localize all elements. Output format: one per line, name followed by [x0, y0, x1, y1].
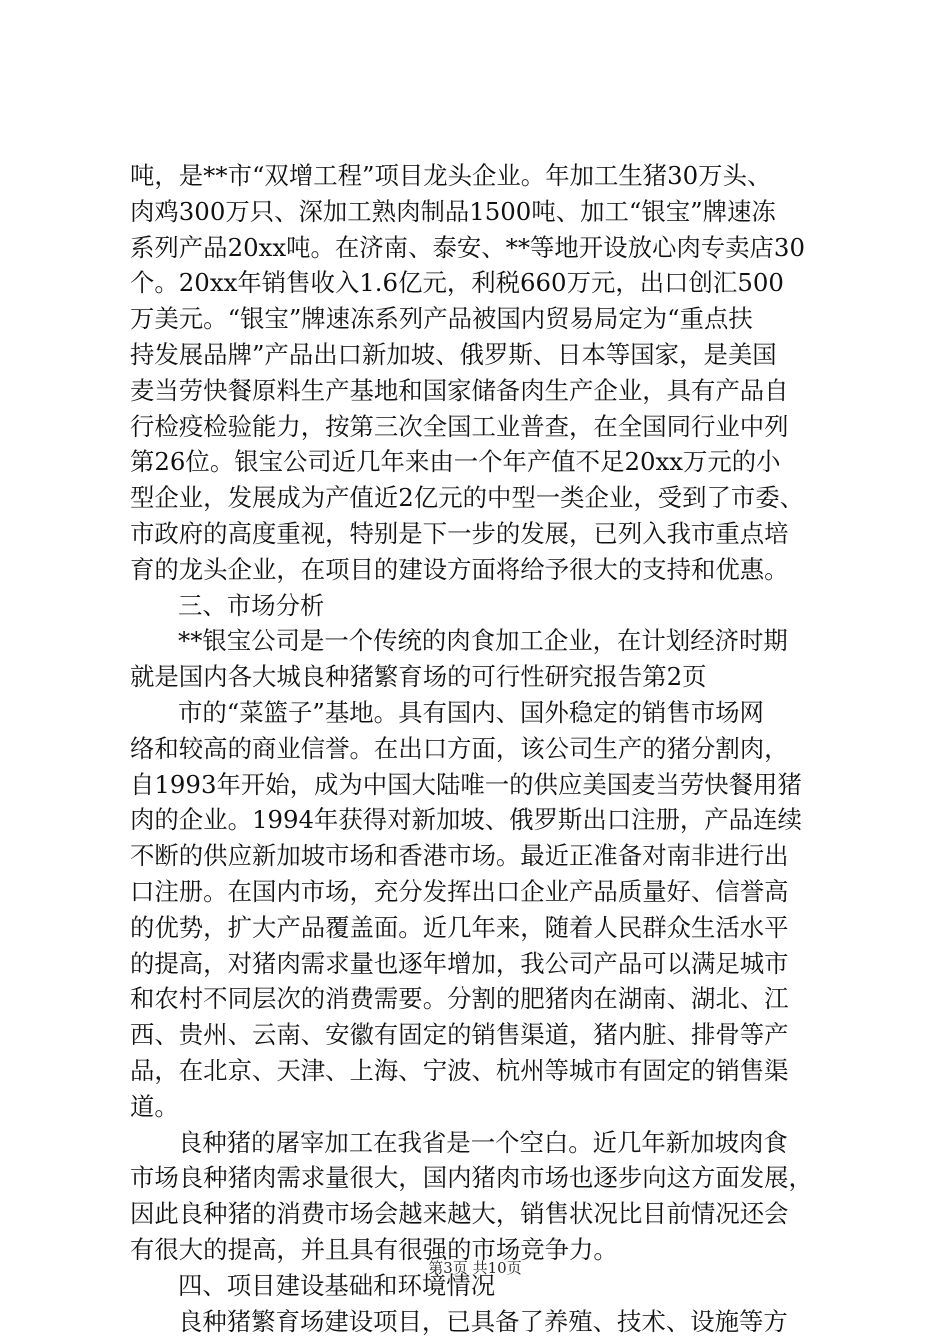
- paragraph-start-line: 市的“菜篮子”基地。具有国内、国外稳定的销售市场网: [178, 697, 764, 727]
- paragraph-start-line: **银宝公司是一个传统的肉食加工企业，在计划经济时期: [178, 626, 788, 656]
- text-line: 肉的企业。1994年获得对新加坡、俄罗斯出口注册，产品连续: [130, 805, 802, 835]
- text-line: 肉鸡300万只、深加工熟肉制品1500吨、加工“银宝”牌速冻: [130, 196, 776, 226]
- text-line: 第26位。银宝公司近几年来由一个年产值不足20xx万元的小: [130, 447, 781, 477]
- text-line: 道。: [130, 1091, 179, 1121]
- paragraph-start-line: 良种猪的屠宰加工在我省是一个空白。近几年新加坡肉食: [178, 1127, 788, 1157]
- text-line: 行检疫检验能力，按第三次全国工业普查，在全国同行业中列: [130, 411, 789, 441]
- text-line: 个。20xx年销售收入1.6亿元，利税660万元，出口创汇500: [130, 268, 784, 298]
- text-line: 市政府的高度重视，特别是下一步的发展，已列入我市重点培: [130, 518, 789, 548]
- text-line: 口注册。在国内市场，充分发挥出口企业产品质量好、信誉高: [130, 876, 789, 906]
- text-line: 市场良种猪肉需求量很大，国内猪肉市场也逐步向这方面发展，: [130, 1163, 813, 1193]
- text-line: 系列产品20xx吨。在济南、泰安、**等地开设放心肉专卖店30: [130, 232, 805, 262]
- text-line: 有很大的提高，并且具有很强的市场竞争力。: [130, 1234, 618, 1264]
- text-line: 就是国内各大城良种猪繁育场的可行性研究报告第2页: [130, 662, 707, 692]
- text-line: 麦当劳快餐原料生产基地和国家储备肉生产企业，具有产品自: [130, 375, 789, 405]
- text-line: 的优势，扩大产品覆盖面。近几年来，随着人民群众生活水平: [130, 912, 789, 942]
- text-line: 西、贵州、云南、安徽有固定的销售渠道，猪内脏、排骨等产: [130, 1020, 789, 1050]
- document-body: [130, 158, 830, 1339]
- page-footer: 第3页 共10页: [428, 1259, 522, 1277]
- text-line: 万美元。“银宝”牌速冻系列产品被国内贸易局定为“重点扶: [130, 304, 753, 334]
- text-line: 和农村不同层次的消费需要。分割的肥猪肉在湖南、湖北、江: [130, 984, 789, 1014]
- text-line: 因此良种猪的消费市场会越来越大，销售状况比目前情况还会: [130, 1199, 789, 1229]
- text-line: 络和较高的商业信誉。在出口方面，该公司生产的猪分割肉，: [130, 733, 789, 763]
- text-line: 型企业，发展成为产值近2亿元的中型一类企业，受到了市委、: [130, 483, 805, 513]
- text-line: 吨，是**市“双增工程”项目龙头企业。年加工生猪30万头、: [130, 161, 772, 190]
- text-line: 的提高，对猪肉需求量也逐年增加，我公司产品可以满足城市: [130, 948, 789, 978]
- text-line: 自1993年开始，成为中国大陆唯一的供应美国麦当劳快餐用猪: [130, 769, 802, 799]
- paragraph-start-line: 四、项目建设基础和环境情况: [178, 1270, 496, 1300]
- paragraph-start-line: 三、市场分析: [178, 590, 325, 620]
- text-line: 不断的供应新加坡市场和香港市场。最近正准备对南非进行出: [130, 841, 789, 871]
- text-line: 品，在北京、天津、上海、宁波、杭州等城市有固定的销售渠: [130, 1055, 789, 1085]
- text-line: 育的龙头企业，在项目的建设方面将给予很大的支持和优惠。: [130, 554, 789, 584]
- paragraph-start-line: 良种猪繁育场建设项目，已具备了养殖、技术、设施等方: [178, 1306, 788, 1336]
- text-line: 持发展品牌”产品出口新加坡、俄罗斯、日本等国家，是美国: [130, 339, 777, 369]
